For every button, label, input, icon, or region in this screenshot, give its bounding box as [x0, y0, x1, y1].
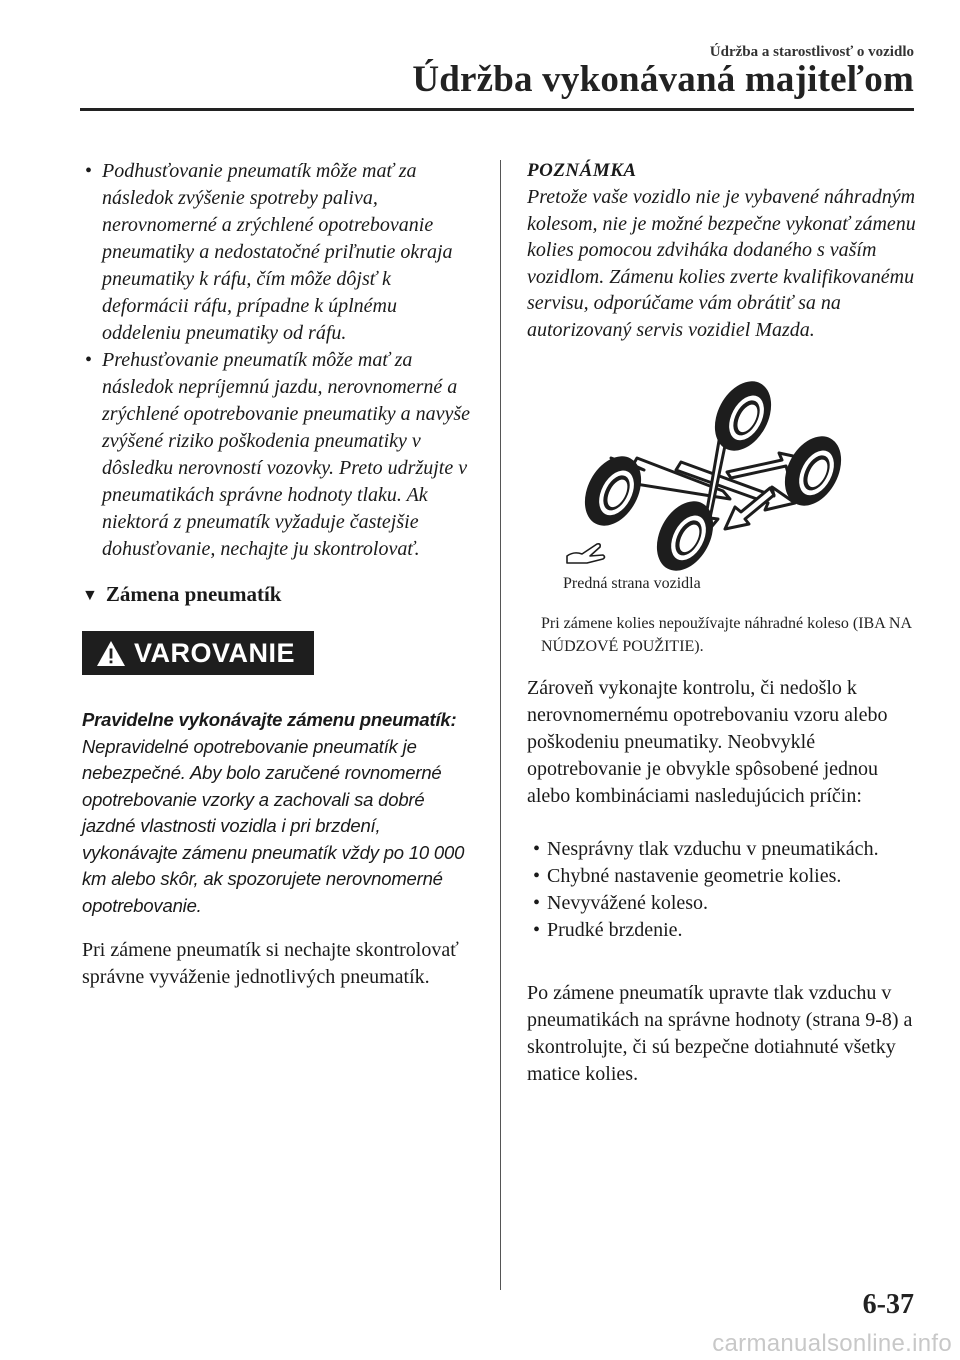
header-section-label: Údržba a starostlivosť o vozidlo	[709, 44, 914, 60]
list-item-text: Nesprávny tlak vzduchu v pneumatikách.	[547, 838, 879, 860]
figure-label: Predná strana vozidla	[563, 575, 701, 592]
pointer-hand-icon	[567, 544, 605, 563]
bullet-dot: •	[533, 919, 541, 941]
figure-caption: Pri zámene kolies nepoužívajte náhradné koleso (IBA NA NÚDZOVÉ POUŽITIE).	[541, 615, 912, 655]
balance-paragraph: Pri zámene pneumatík si nechajte skontrolovať správne vyváženie jednotlivých pneumatík.	[82, 939, 459, 988]
tire-icon	[704, 379, 783, 460]
list-item	[530, 890, 917, 917]
warning-lead: Pravidelne vykonávajte zámenu pneumatík:	[82, 709, 457, 730]
bullet-dot: •	[533, 892, 541, 914]
bullet-text: Prehusťovanie pneumatík môže mať za následok nepríjemnú jazdu, nerovnomerné a zrýchlené opotrebovanie pneumatiky a navyše zvýšené riziko poškodenia pneumatiky v dôsledku nerovností vozovky. Preto udržujte v pneumatikách správne hodnoty tlaku. Ak niektorá z pneumatík vyžaduje častejšie dohusťovanie, nechajte ju skontrolovať.	[102, 349, 471, 560]
list-item	[530, 917, 917, 944]
tire-rotation-figure	[527, 379, 917, 609]
bullet-text: Podhusťovanie pneumatík môže mať za následok zvýšenie spotreby paliva, nerovnomerné a zrýchlené opotrebovanie pneumatiky a nedostatočné priľnutie okraja pneumatiky k ráfu, čím môže dôjsť k deformácii ráfu, prípadne k úplnému oddeleniu pneumatiky od ráfu.	[102, 160, 453, 344]
closing-paragraph: Po zámene pneumatík upravte tlak vzduchu v pneumatikách na správne hodnoty (strana 9-8) a skontrolujte, či sú bezpečne dotiahnuté všetky matice kolies.	[527, 982, 913, 1085]
warning-body	[82, 707, 472, 919]
left-column	[82, 158, 472, 991]
causes-list	[527, 836, 917, 944]
header-rule	[80, 108, 914, 111]
section-heading	[82, 580, 472, 611]
right-column	[527, 158, 917, 1088]
page-number: 6-37	[862, 1289, 914, 1320]
note-heading: POZNÁMKA	[527, 160, 637, 181]
watermark: carmanualsonline.info	[712, 1330, 952, 1357]
page-title: Údržba vykonávaná majiteľom	[412, 59, 914, 100]
list-item	[530, 836, 917, 863]
list-item-text: Nevyvážené koleso.	[547, 892, 709, 914]
list-item-text: Prudké brzdenie.	[547, 919, 683, 941]
note-body: Pretože vaše vozidlo nie je vybavené náhradným kolesom, nie je možné bezpečne vykonať zámenu kolies pomocou zdviháka dodaného s vaším vozidlom. Zámenu kolies zverte kvalifikovanému servisu, odporúčame vám obrátiť sa na autorizovaný servis vozidiel Mazda.	[527, 186, 916, 341]
warning-triangle-icon	[96, 640, 126, 667]
triangle-down-icon: ▼	[82, 587, 98, 604]
bullet-dot: •	[533, 865, 541, 887]
bullet-underinflation	[82, 158, 472, 347]
tire-rotation-diagram	[527, 379, 917, 575]
bullet-dot: •	[85, 160, 93, 182]
warning-banner	[82, 631, 314, 675]
list-item-text: Chybné nastavenie geometrie kolies.	[547, 865, 842, 887]
warning-label: VAROVANIE	[134, 637, 296, 668]
section-heading-text: Zámena pneumatík	[105, 582, 282, 606]
bullet-overinflation	[82, 347, 472, 563]
column-divider	[500, 160, 501, 1290]
bullet-dot: •	[533, 838, 541, 860]
wear-intro-paragraph: Zároveň vykonajte kontrolu, či nedošlo k nerovnomernému opotrebovaniu vzoru alebo poškodeniu pneumatiky. Neobvyklé opotrebovanie je obvykle spôsobené jednou alebo kombináciami nasledujúcich príčin:	[527, 677, 888, 807]
warning-text: Nepravidelné opotrebovanie pneumatík je nebezpečné. Aby bolo zaručené rovnomerné opotrebovanie vzorky a zachovali sa dobré jazdné vlastnosti vozidla i pri brzdení, vykonávajte zámenu pneumatík vždy po 10 000 km alebo skôr, ak spozorujete nerovnomerné opotrebovanie.	[82, 735, 465, 916]
list-item	[530, 863, 917, 890]
bullet-dot: •	[85, 349, 93, 371]
